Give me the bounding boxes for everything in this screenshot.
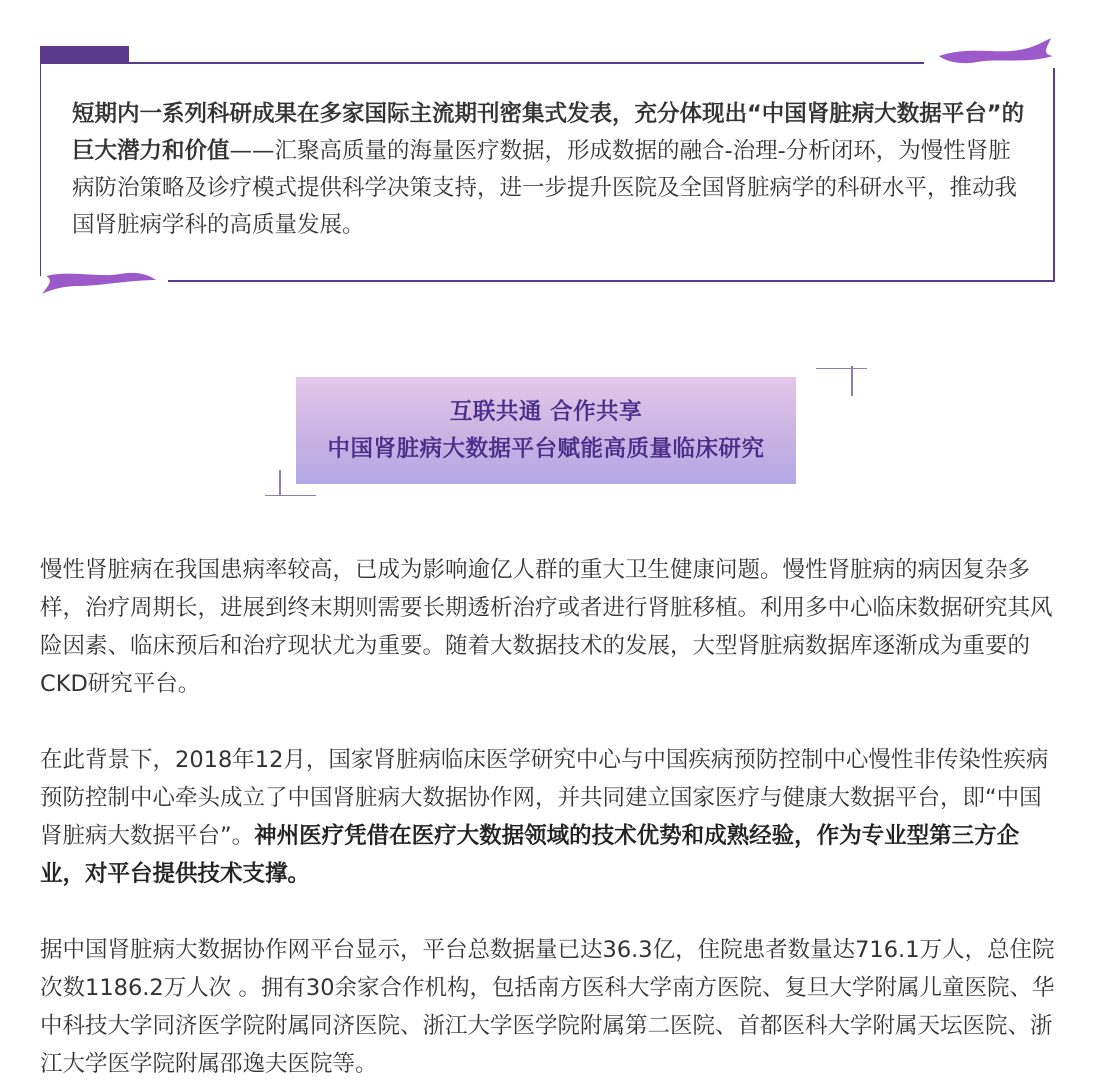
heading-corner-decoration — [279, 470, 281, 496]
swirl-decoration-icon — [937, 38, 1055, 68]
quote-box-left-border — [40, 64, 41, 276]
paragraph-platform-stats: 据中国肾脏病大数据协作网平台显示，平台总数据量已达36.3亿，住院患者数量达716.1万人，总住院次数1186.2万人次 。拥有30余家合作机构，包括南方医科大学南方医院、复旦大学附属儿童医院、华中科技大学同济医学院附属同济医院、浙江大学医学院附属第二医院、首都医科大学附属天坛医院、浙江大学医学院附属邵逸夫医院等。 — [40, 937, 1055, 1077]
quote-bold-text: 短期内一系列科研成果在多家国际主流期刊密集式发表，充分体现出“中国肾脏病大数据平台”的巨大潜力和价值 — [72, 101, 1025, 164]
heading-corner-decoration — [816, 368, 867, 369]
paragraph-platform-founding-bold: 神州医疗凭借在医疗大数据领域的技术优势和成熟经验，作为专业型第三方企业，对平台提供技术支撑。 — [40, 823, 1020, 887]
section-heading — [265, 366, 870, 498]
quote-text — [72, 96, 1027, 244]
heading-line-1: 互联共通 合作共享 — [449, 398, 643, 425]
quote-regular-text: ——汇聚高质量的海量医疗数据，形成数据的融合-治理-分析闭环，为慢性肾脏病防治策略及诊疗模式提供科学决策支持，进一步提升医院及全国肾脏病学的科研水平，推动我国肾脏病学科的高质量发展。 — [72, 138, 1018, 238]
heading-corner-decoration — [265, 495, 316, 496]
heading-line-2: 中国肾脏病大数据平台赋能高质量临床研究 — [327, 435, 765, 462]
quote-box-right-border — [1053, 68, 1055, 282]
swirl-decoration-icon — [40, 266, 158, 296]
quote-box-bottom-border — [168, 280, 1055, 282]
paragraph-platform-founding — [40, 741, 1060, 893]
quote-box — [40, 46, 1055, 282]
quote-box-top-border — [40, 62, 924, 64]
heading-box — [296, 377, 796, 484]
quote-box-tab-decoration — [40, 46, 129, 62]
heading-corner-decoration — [851, 366, 853, 396]
paragraph-platform-founding-text: 在此背景下，2018年12月，国家肾脏病临床医学研究中心与中国疾病预防控制中心慢性非传染性疾病预防控制中心牵头成立了中国肾脏病大数据协作网，并共同建立国家医疗与健康大数据平台，即“中国肾脏病大数据平台”。 — [40, 747, 1049, 849]
paragraph-ckd-background: 慢性肾脏病在我国患病率较高，已成为影响逾亿人群的重大卫生健康问题。慢性肾脏病的病因复杂多样，治疗周期长，进展到终末期则需要长期透析治疗或者进行肾脏移植。利用多中心临床数据研究其风险因素、临床预后和治疗现状尤为重要。随着大数据技术的发展，大型肾脏病数据库逐渐成为重要的CKD研究平台。 — [40, 557, 1053, 697]
